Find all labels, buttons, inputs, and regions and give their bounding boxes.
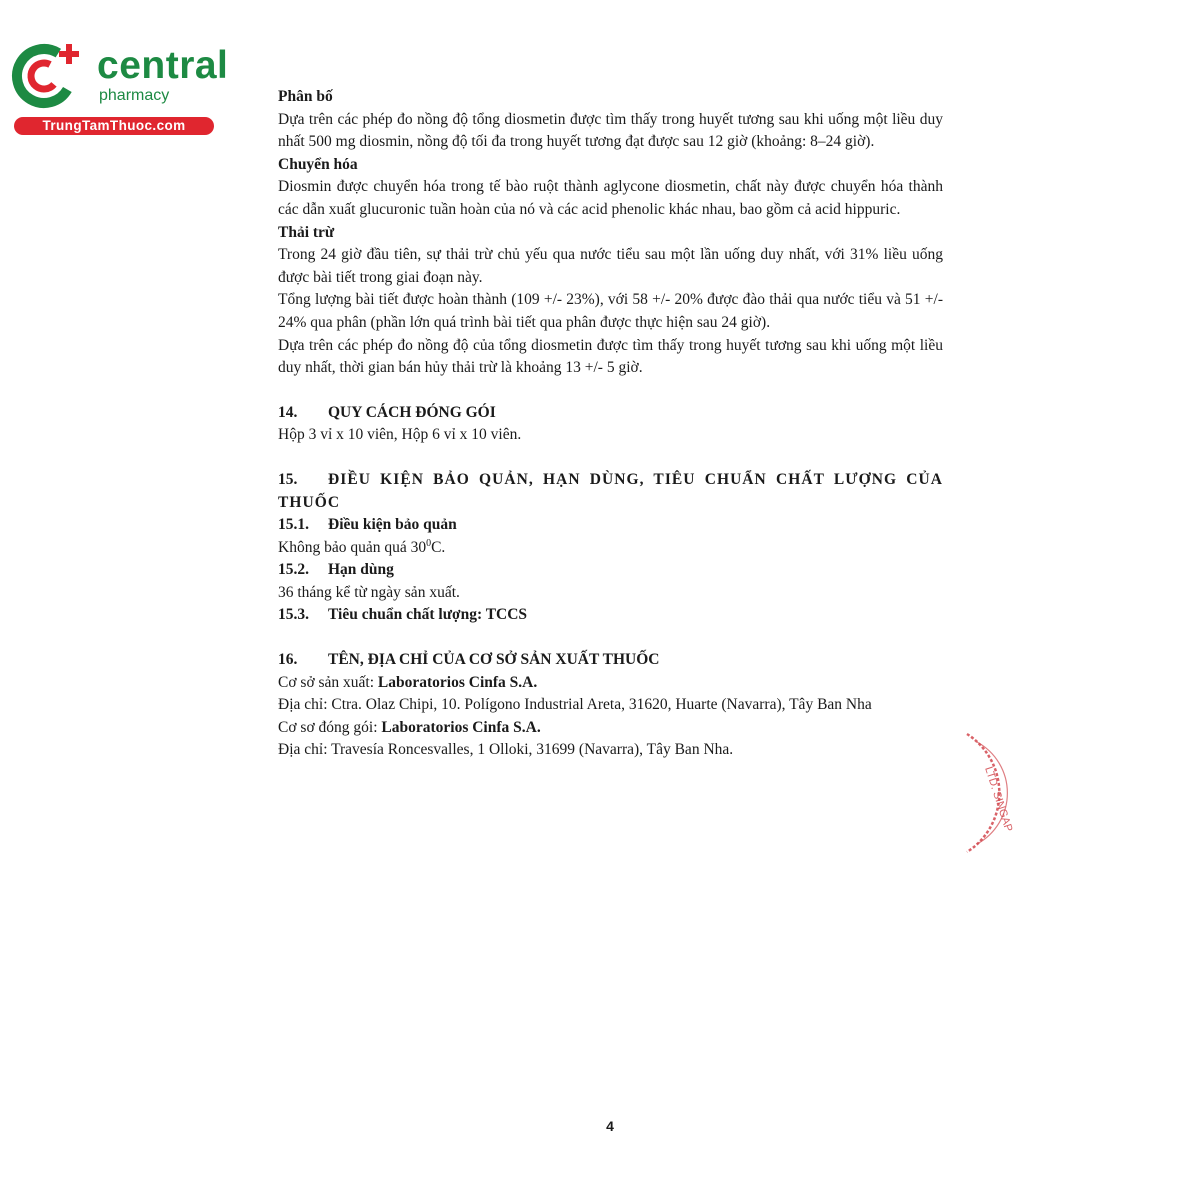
subsection-title: Điều kiện bảo quản [328,516,457,534]
subsection-15-2-heading [278,559,943,582]
packager-label: Cơ sơ đóng gói: [278,718,382,736]
section-number: 14. [278,403,298,421]
subsection-title: Hạn dùng [328,561,394,579]
paragraph-phan-bo: Dựa trên các phép đo nồng độ tổng diosmetin được tìm thấy trong huyết tương sau khi uống một liều duy nhất 500 mg diosmin, nồng độ tối đa trong huyết tương đạt được sau 12 giờ (khoảng: 8–24 giờ). [278,110,943,151]
brand-logo [10,38,229,138]
section-16 [278,649,943,762]
logo-subtitle: pharmacy [99,87,170,104]
storage-text: Không bảo quản quá 30 [278,538,427,556]
packager-line [278,717,943,740]
section-15 [278,469,943,627]
section-number: 16. [278,651,298,669]
subsection-15-2-text: 36 tháng kể từ ngày sản xuất. [278,583,460,601]
manufacturer-address: Địa chỉ: Ctra. Olaz Chipi, 10. Polígono Industrial Areta, 31620, Huarte (Navarra), Tây Ban Nha [278,696,872,714]
subsection-number: 15.2. [278,561,309,579]
storage-unit: C. [431,538,446,556]
company-stamp [955,728,1015,858]
section-title: QUY CÁCH ĐÓNG GÓI [328,403,496,421]
section-number: 15. [278,470,298,488]
subsection-15-1-heading [278,514,943,537]
document-body [278,86,943,762]
heading-thai-tru: Thải trừ [278,223,335,241]
subsection-title: Tiêu chuẩn chất lượng: TCCS [328,606,528,624]
paragraph-chuyen-hoa: Diosmin được chuyển hóa trong tế bào ruột thành aglycone diosmetin, chất này được chuyển hóa thành các dẫn xuất glucuronic tuần hoàn của nó và các acid phenolic khác nhau, bao gồm cả acid hippuric. [278,178,943,218]
logo-brand-name: central [97,44,229,87]
section-14-text: Hộp 3 vỉ x 10 viên, Hộp 6 vỉ x 10 viên. [278,426,522,444]
subsection-15-1-text [278,537,943,560]
section-14 [278,402,943,447]
paragraph-thai-tru-2: Tổng lượng bài tiết được hoàn thành (109 +/- 23%), với 58 +/- 20% được đào thải qua nước tiểu và 51 +/- 24% qua phân (phần lớn quá trình bài tiết qua phân được thực hiện sau 24 giờ). [278,291,943,331]
manufacturer-name: Laboratorios Cinfa S.A. [377,673,538,691]
paragraph-thai-tru-1: Trong 24 giờ đầu tiên, sự thải trừ chủ yếu qua nước tiểu sau một lần uống duy nhất, với 31% liều uống được bài tiết trong giai đoạn này. [278,246,943,286]
packager-address: Địa chỉ: Travesía Roncesvalles, 1 Olloki, 31699 (Navarra), Tây Ban Nha. [278,741,734,759]
stamp-text: LTD. SINGAP [982,765,1015,834]
section-15-heading [278,469,943,514]
section-14-heading [278,402,943,425]
packager-name: Laboratorios Cinfa S.A. [381,718,541,736]
heading-phan-bo: Phân bố [278,88,333,105]
degree-superscript: 0 [426,537,432,549]
logo-website: TrungTamThuoc.com [14,117,214,135]
subsection-15-3-heading [278,604,943,627]
paragraph-thai-tru-3: Dựa trên các phép đo nồng độ của tổng diosmetin được tìm thấy trong huyết tương sau khi uống một liều duy nhất, thời gian bán hủy thải trừ là khoảng 13 +/- 5 giờ. [278,336,943,377]
subsection-number: 15.3. [278,606,309,624]
section-title: TÊN, ĐỊA CHỈ CỦA CƠ SỞ SẢN XUẤT THUỐC [328,651,660,669]
section-title: ĐIỀU KIỆN BẢO QUẢN, HẠN DÙNG, TIÊU CHUẨN CHẤT LƯỢNG CỦA THUỐC [278,470,943,511]
page-number: 4 [606,1118,614,1134]
heading-chuyen-hoa: Chuyển hóa [278,155,358,173]
manufacturer-line [278,672,943,695]
section-16-heading [278,649,943,672]
central-pharmacy-logo-icon [10,38,90,110]
subsection-number: 15.1. [278,516,309,534]
manufacturer-label: Cơ sở sản xuất: [278,673,378,691]
